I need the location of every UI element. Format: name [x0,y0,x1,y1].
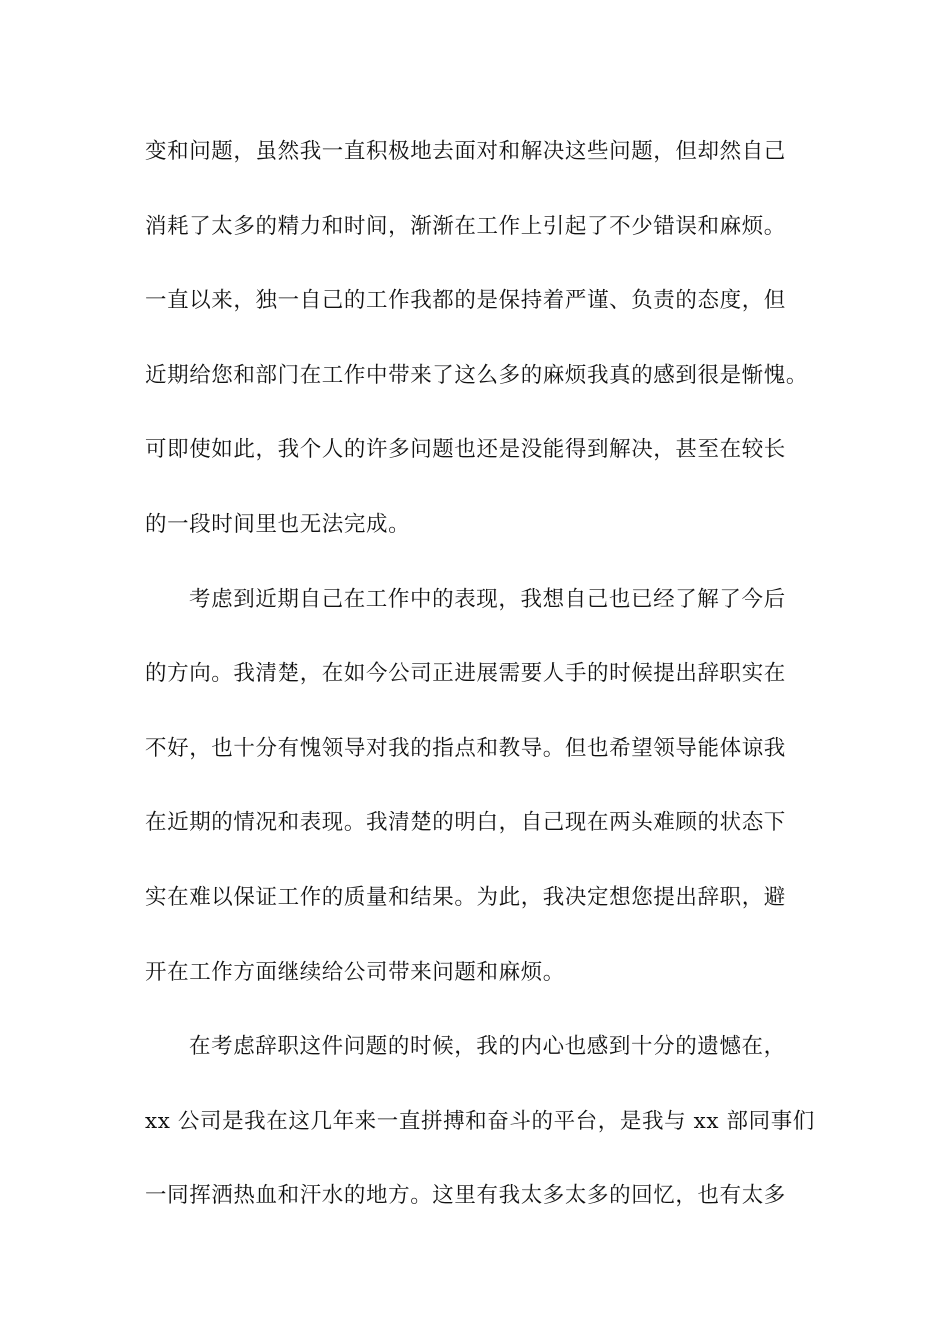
text-line: xx 公司是我在这几年来一直拼搏和奋斗的平台，是我与 xx 部同事们 [145,1108,815,1134]
text-line: 变和问题，虽然我一直积极地去面对和解决这些问题，但却然自己 [145,139,786,164]
text-line: 近期给您和部门在工作中带来了这么多的麻烦我真的感到很是惭愧。 [145,362,809,388]
text-line: 的方向。我清楚，在如今公司正进展需要人手的时候提出辞职实在 [145,661,786,687]
text-line: 的一段时间里也无法完成。 [145,511,411,537]
document-body [145,129,825,1248]
text-line: 开在工作方面继续给公司带来问题和麻烦。 [145,959,565,985]
text-line: 可即使如此，我个人的许多问题也还是没能得到解决，甚至在较长 [145,437,786,463]
text-line: 消耗了太多的精力和时间，渐渐在工作上引起了不少错误和麻烦。 [145,213,786,239]
text-line: 在近期的情况和表现。我清楚的明白，自己现在两头难顾的状态下 [145,810,786,836]
text-line: 考虑到近期自己在工作中的表现，我想自己也已经了解了今后 [189,586,786,612]
text-line: 一同挥洒热血和汗水的地方。这里有我太多太多的回忆，也有太多 [145,1183,786,1209]
text-line: 不好，也十分有愧领导对我的指点和教导。但也希望领导能体谅我 [145,735,786,761]
text-line: 一直以来，独一自己的工作我都的是保持着严谨、负责的态度，但 [145,288,786,314]
text-line: 实在难以保证工作的质量和结果。为此，我决定想您提出辞职，避 [145,884,786,910]
text-line: 在考虑辞职这件问题的时候，我的内心也感到十分的遗憾在， [189,1034,786,1060]
